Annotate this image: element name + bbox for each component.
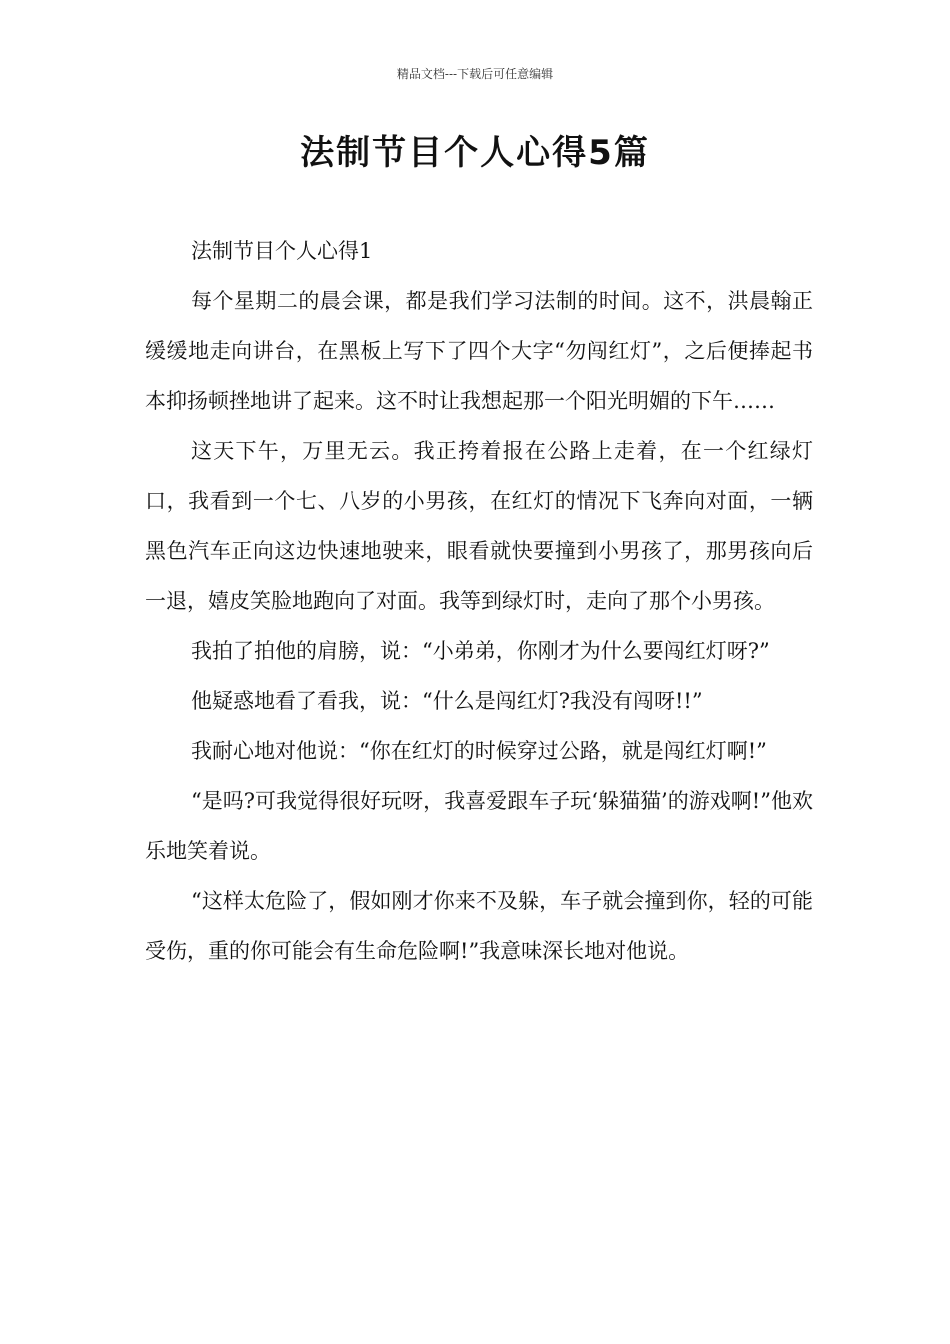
paragraph: 每个星期二的晨会课，都是我们学习法制的时间。这不，洪晨翰正缓缓地走向讲台，在黑板上写下了四个大字“勿闯红灯”，之后便捧起书本抑扬顿挫地讲了起来。这不时让我想起那一个阳光明媚的下午…… — [145, 289, 813, 413]
paragraph: 他疑惑地看了看我，说：“什么是闯红灯?我没有闯呀!!” — [191, 689, 703, 713]
section-heading: 法制节目个人心得1 — [191, 239, 373, 263]
paragraph: “是吗?可我觉得很好玩呀，我喜爱跟车子玩‘躲猫猫’的游戏啊!”他欢乐地笑着说。 — [145, 789, 813, 863]
paragraph: 我耐心地对他说：“你在红灯的时候穿过公路，就是闯红灯啊!” — [191, 739, 767, 763]
document-body — [145, 226, 813, 976]
paragraph: 这天下午，万里无云。我正挎着报在公路上走着，在一个红绿灯口，我看到一个七、八岁的小男孩，在红灯的情况下飞奔向对面，一辆黑色汽车正向这边快速地驶来，眼看就快要撞到小男孩了，那男孩向后一退，嬉皮笑脸地跑向了对面。我等到绿灯时，走向了那个小男孩。 — [145, 439, 813, 613]
paragraph: 我拍了拍他的肩膀，说：“小弟弟，你刚才为什么要闯红灯呀?” — [191, 639, 770, 663]
document-title: 法制节目个人心得5篇 — [300, 133, 650, 173]
paragraph: “这样太危险了，假如刚才你来不及躲，车子就会撞到你，轻的可能受伤，重的你可能会有生命危险啊!”我意味深长地对他说。 — [145, 889, 813, 963]
header-note: 精品文档---下载后可任意编辑 — [396, 67, 554, 81]
